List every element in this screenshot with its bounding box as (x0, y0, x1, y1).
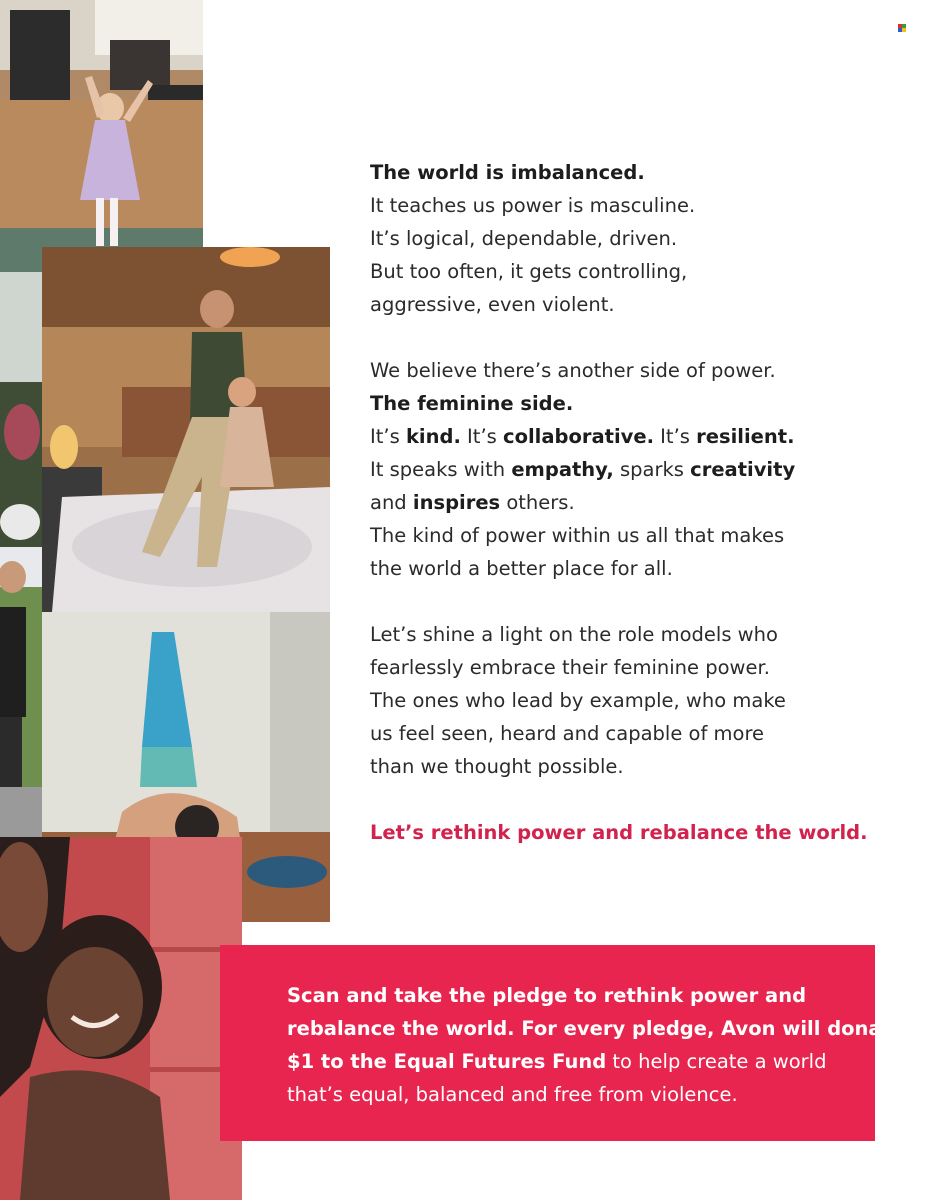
manifesto-line: than we thought possible. (370, 755, 624, 778)
manifesto-line: aggressive, even violent. (370, 293, 615, 316)
paragraph-spacer (370, 783, 900, 816)
photo-smiling-women (0, 837, 242, 1200)
pledge-line: Scan and take the pledge to rethink power and (287, 984, 807, 1007)
manifesto-line: It’s kind. It’s collaborative. It’s resilient. (370, 425, 795, 448)
manifesto-subheading: The feminine side. (370, 392, 574, 415)
photo-strip-boy-outdoors (0, 547, 42, 837)
manifesto-line: It teaches us power is masculine. (370, 194, 696, 217)
pledge-banner (220, 945, 905, 1141)
manifesto-line: It’s logical, dependable, driven. (370, 227, 678, 250)
pledge-line: $1 to the Equal Futures Fund to help create a world (287, 1050, 827, 1073)
manifesto-line: The ones who lead by example, who make (370, 689, 786, 712)
call-to-action-headline: Let’s rethink power and rebalance the world. (370, 821, 868, 844)
manifesto-line: and inspires others. (370, 491, 575, 514)
manifesto-line: Let’s shine a light on the role models who (370, 623, 778, 646)
manifesto-line: It speaks with empathy, sparks creativity (370, 458, 796, 481)
brand-mark-icon (898, 24, 906, 32)
manifesto-line: The kind of power within us all that makes (370, 524, 785, 547)
pledge-line: that’s equal, balanced and free from violence. (287, 1083, 738, 1106)
photo-father-daughter-bed (42, 247, 330, 612)
manifesto-heading: The world is imbalanced. (370, 161, 645, 184)
manifesto-line: the world a better place for all. (370, 557, 673, 580)
paragraph-spacer (370, 585, 900, 618)
manifesto-line: We believe there’s another side of power. (370, 359, 776, 382)
manifesto-line: fearlessly embrace their feminine power. (370, 656, 770, 679)
pledge-text (287, 979, 905, 1111)
manifesto-line: But too often, it gets controlling, (370, 260, 688, 283)
paragraph-spacer (370, 321, 900, 354)
photo-girl-dancing-ballet (0, 0, 203, 272)
manifesto-line: us feel seen, heard and capable of more (370, 722, 765, 745)
photo-strip-drums (0, 272, 42, 547)
manifesto-text (370, 156, 900, 849)
pledge-line: rebalance the world. For every pledge, Avon will donate (287, 1017, 905, 1040)
